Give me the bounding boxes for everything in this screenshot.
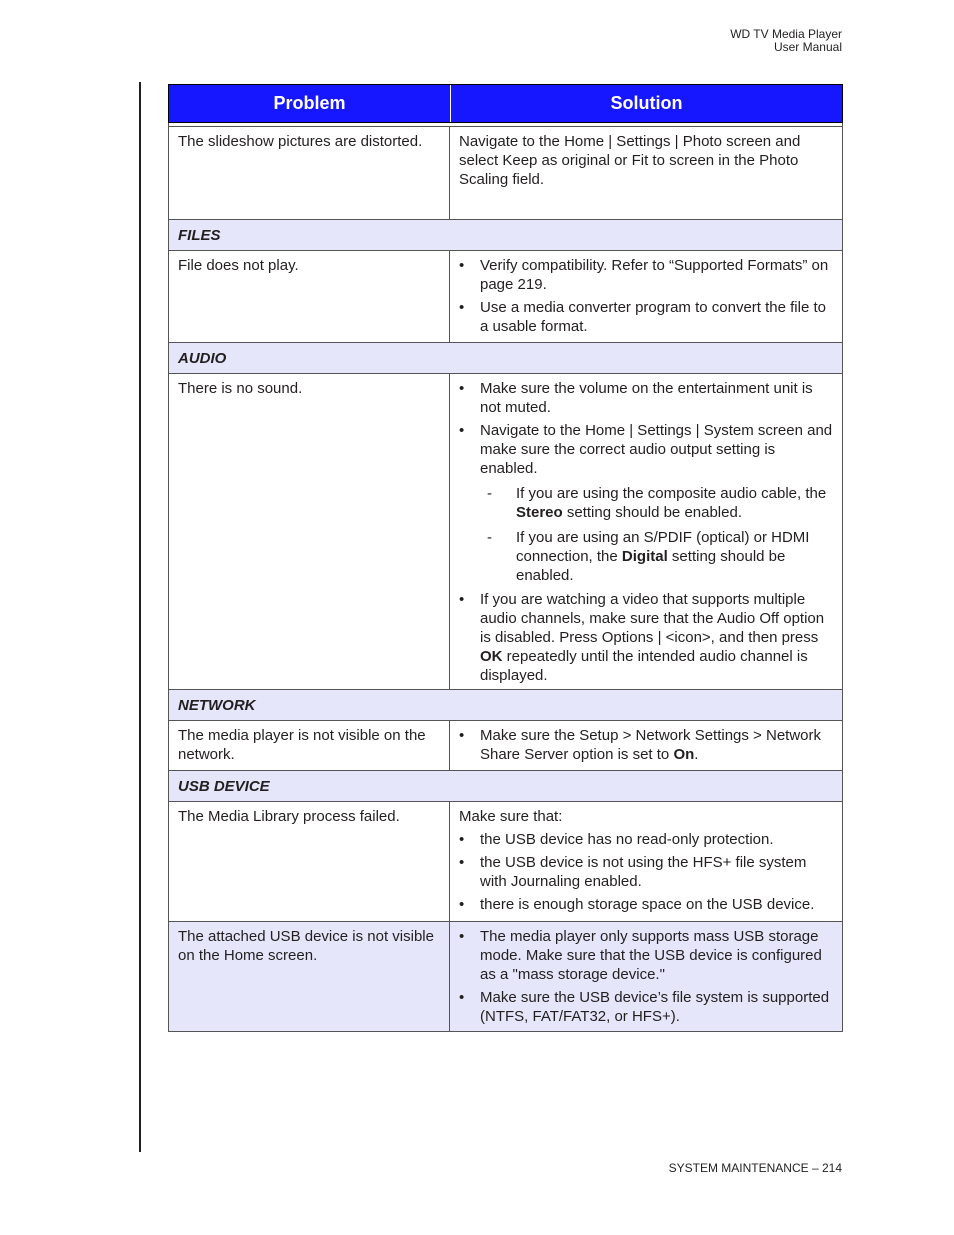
section-header-files: FILES [168, 220, 843, 251]
dash: - [487, 485, 492, 502]
table-row [168, 374, 843, 690]
table-header [168, 84, 843, 123]
page-header [730, 28, 842, 54]
column-header-solution: Solution [610, 93, 683, 113]
list-item: • Verify compatibility. Refer to “Supported Formats” on page 219. [459, 257, 829, 293]
list-item: • the USB device is not using the HFS+ file system with Journaling enabled. [459, 854, 807, 890]
header-product: WD TV Media Player [730, 27, 842, 41]
list-item: • If you are watching a video that supports multiple audio channels, make sure that the Audio Off option is disabled. Press Options | <icon>, and then press OK repeatedly until the intended audio channel is displayed. [459, 591, 825, 684]
problem-cell: The media player is not visible on the network. [169, 721, 450, 770]
list-item: • there is enough storage space on the USB device. [459, 896, 815, 913]
bullet: • [459, 831, 465, 848]
solution-cell: Navigate to the Home | Settings | Photo screen and select Keep as original or Fit to screen in the Photo Scaling field. [459, 133, 801, 188]
troubleshooting-table [168, 84, 843, 1032]
bullet: • [459, 854, 465, 871]
sub-list-item: - If you are using an S/PDIF (optical) or HDMI connection, the Digital setting should be enabled. [487, 529, 810, 584]
table-row [168, 251, 843, 343]
header-doc-type: User Manual [773, 40, 842, 54]
solution-cell [450, 802, 842, 921]
list-item: • Make sure the Setup > Network Settings > Network Share Server option is set to On. [459, 727, 821, 763]
list-item: • Navigate to the Home | Settings | System screen and make sure the correct audio output setting is enabled. [459, 422, 833, 477]
solution-cell [450, 922, 842, 1031]
list-item: • the USB device has no read-only protection. [459, 831, 774, 848]
bullet: • [459, 257, 465, 274]
table-row [168, 721, 843, 771]
section-header-network: NETWORK [168, 690, 843, 721]
bullet: • [459, 380, 465, 397]
bullet: • [459, 422, 465, 439]
solution-cell [450, 251, 842, 342]
problem-cell: The Media Library process failed. [169, 802, 450, 921]
margin-rule [139, 82, 141, 1152]
problem-cell: The slideshow pictures are distorted. [169, 127, 450, 219]
table-row [168, 127, 843, 220]
section-header-audio: AUDIO [168, 343, 843, 374]
problem-cell: There is no sound. [169, 374, 450, 689]
problem-cell: File does not play. [169, 251, 450, 342]
table-row [168, 802, 843, 922]
list-item: • Use a media converter program to convert the file to a usable format. [459, 299, 826, 335]
column-header-problem: Problem [169, 85, 451, 122]
section-header-usb-device: USB DEVICE [168, 771, 843, 802]
dash: - [487, 529, 492, 546]
page-footer: SYSTEM MAINTENANCE – 214 [668, 1161, 842, 1175]
bullet: • [459, 727, 465, 744]
bullet: • [459, 896, 465, 913]
bullet: • [459, 928, 465, 945]
list-item: • Make sure the volume on the entertainment unit is not muted. [459, 380, 813, 416]
bullet: • [459, 591, 465, 608]
list-item: • The media player only supports mass USB storage mode. Make sure that the USB device is configured as a "mass storage device." [459, 928, 822, 983]
solution-cell [450, 721, 842, 770]
sub-list-item: - If you are using the composite audio cable, the Stereo setting should be enabled. [487, 485, 827, 521]
table-row [168, 922, 843, 1032]
solution-cell [450, 374, 842, 689]
bullet: • [459, 299, 465, 316]
problem-cell: The attached USB device is not visible on the Home screen. [169, 922, 450, 1031]
lead-text: Make sure that: [459, 808, 563, 825]
list-item: • Make sure the USB device’s file system is supported (NTFS, FAT/FAT32, or HFS+). [459, 989, 830, 1025]
bullet: • [459, 989, 465, 1006]
